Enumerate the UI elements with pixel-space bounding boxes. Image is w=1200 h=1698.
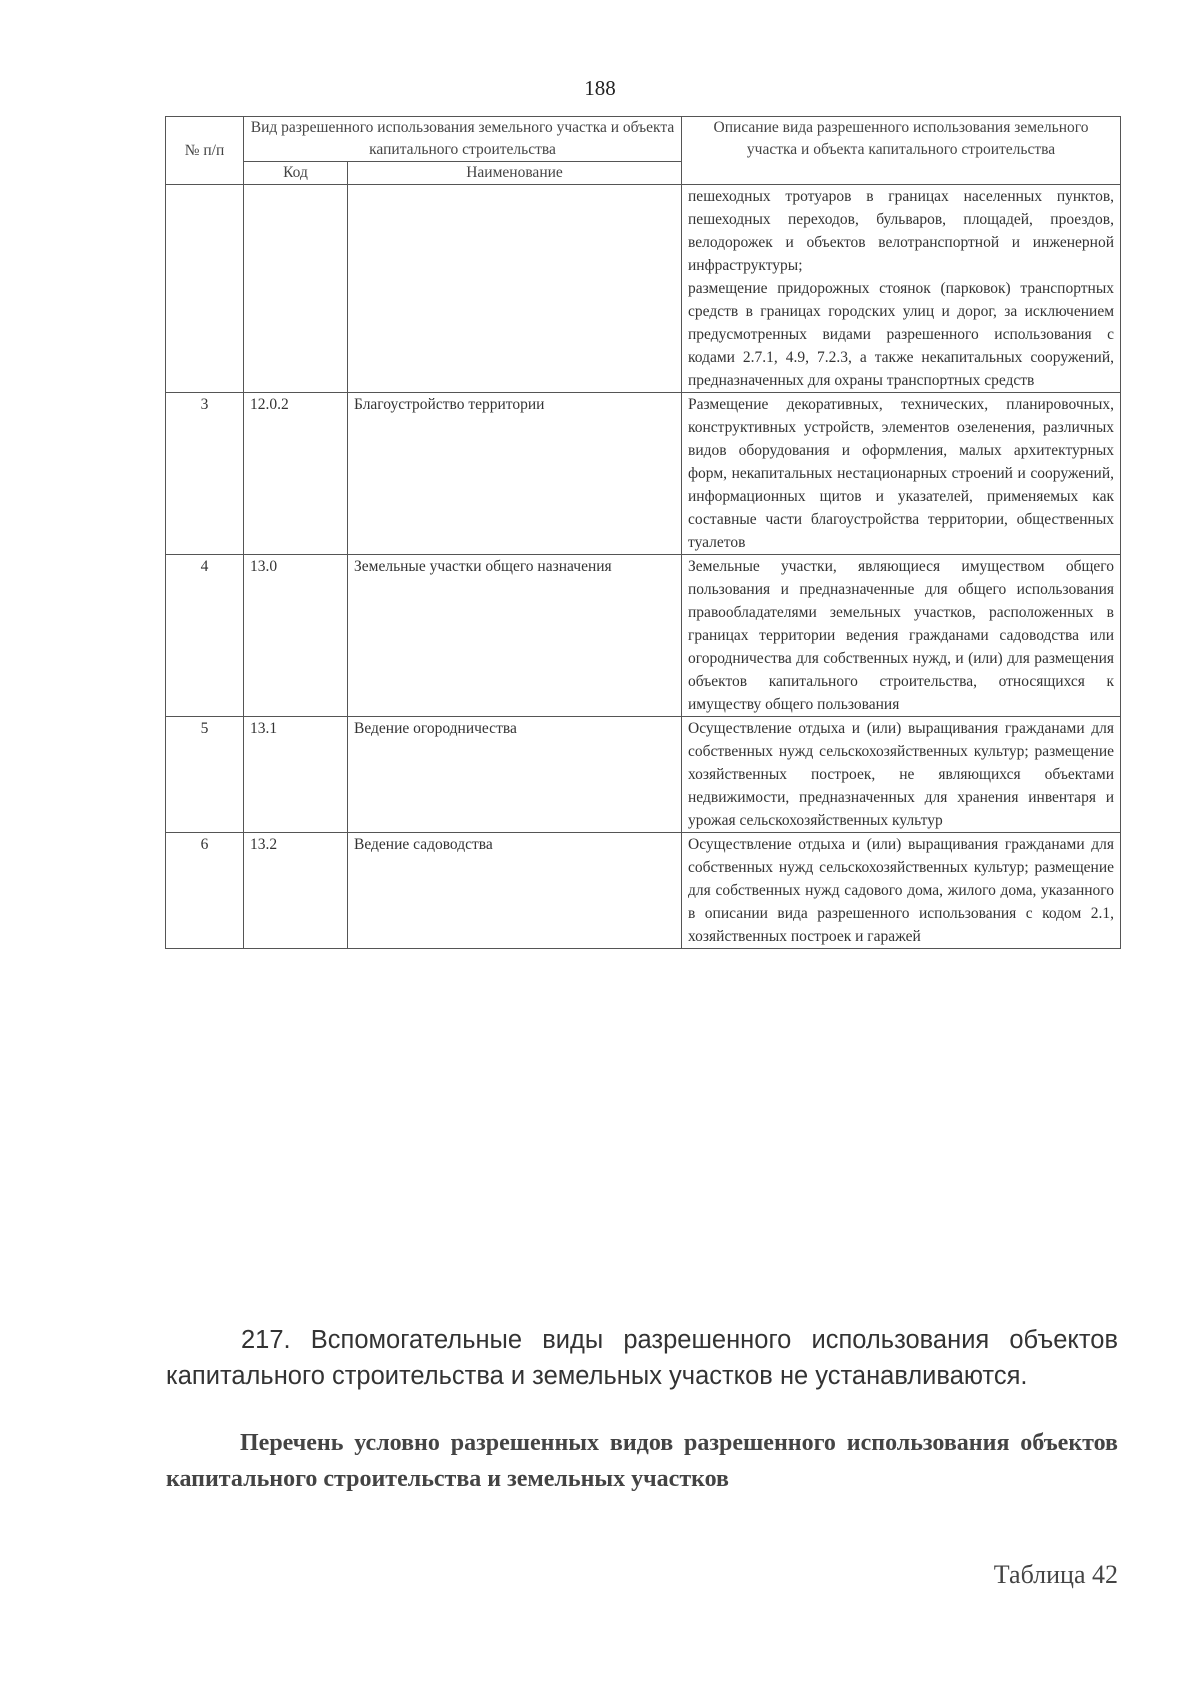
cell-description: пешеходных тротуаров в границах населенных пунктов, пешеходных переходов, бульваров, площадей, проездов, велодорожек и объектов велотранспортной и инженерной инфраструктуры; размещение придорожных стоянок (парковок) транспортных средств в границах городских улиц и дорог, за исключением предусмотренных видами разрешенного использования с кодами 2.7.1, 4.9, 7.2.3, а также некапитальных сооружений, предназначенных для охраны транспортных средств <box>682 185 1121 393</box>
header-num: № п/п <box>166 117 244 185</box>
cell-description: Земельные участки, являющиеся имуществом общего пользования и предназначенные для общего использования правообладателями земельных участков, расположенных в границах территории ведения гражданами садоводства или огородничества для собственных нужд, и (или) для размещения объектов капитального строительства, относящихся к имуществу общего пользования <box>682 555 1121 717</box>
header-code: Код <box>244 162 348 185</box>
cell-num: 3 <box>166 393 244 555</box>
table-row <box>166 555 1121 717</box>
table-row <box>166 833 1121 949</box>
table-row-continuation <box>166 185 1121 393</box>
cell-description: Размещение декоративных, технических, планировочных, конструктивных устройств, элементов озеленения, различных видов оборудования и оформления, малых архитектурных форм, некапитальных нестационарных строений и сооружений, информационных щитов и указателей, применяемых как составные части благоустройства территории, общественных туалетов <box>682 393 1121 555</box>
cell-code: 12.0.2 <box>244 393 348 555</box>
cell-code <box>244 185 348 393</box>
cell-name: Благоустройство территории <box>348 393 682 555</box>
table-row <box>166 717 1121 833</box>
cell-code: 13.0 <box>244 555 348 717</box>
cell-name: Ведение огородничества <box>348 717 682 833</box>
table-header-row <box>166 117 1121 162</box>
table-caption: Таблица 42 <box>993 1560 1118 1589</box>
cell-code: 13.2 <box>244 833 348 949</box>
land-use-table <box>165 116 1121 949</box>
cell-name: Земельные участки общего назначения <box>348 555 682 717</box>
cell-description: Осуществление отдыха и (или) выращивания гражданами для собственных нужд сельскохозяйственных культур; размещение хозяйственных построек, не являющихся объектами недвижимости, предназначенных для хранения инвентаря и урожая сельскохозяйственных культур <box>682 717 1121 833</box>
cell-num: 5 <box>166 717 244 833</box>
header-description: Описание вида разрешенного использования земельного участка и объекта капитального строительства <box>682 117 1121 185</box>
cell-num: 6 <box>166 833 244 949</box>
cell-num <box>166 185 244 393</box>
table-row <box>166 393 1121 555</box>
cell-description: Осуществление отдыха и (или) выращивания гражданами для собственных нужд сельскохозяйственных культур; размещение для собственных нужд садового дома, жилого дома, указанного в описании вида разрешенного использования с кодом 2.1, хозяйственных построек и гаражей <box>682 833 1121 949</box>
cell-code: 13.1 <box>244 717 348 833</box>
header-name: Наименование <box>348 162 682 185</box>
section-heading: Перечень условно разрешенных видов разрешенного использования объектов капитального строительства и земельных участков <box>166 1430 1118 1492</box>
header-type-group: Вид разрешенного использования земельного участка и объекта капитального строительства <box>244 117 682 162</box>
page-number: 188 <box>584 76 616 100</box>
cell-name <box>348 185 682 393</box>
cell-num: 4 <box>166 555 244 717</box>
cell-name: Ведение садоводства <box>348 833 682 949</box>
paragraph-217: 217. Вспомогательные виды разрешенного использования объектов капитального строительства и земельных участков не устанавливаются. <box>166 1326 1118 1390</box>
